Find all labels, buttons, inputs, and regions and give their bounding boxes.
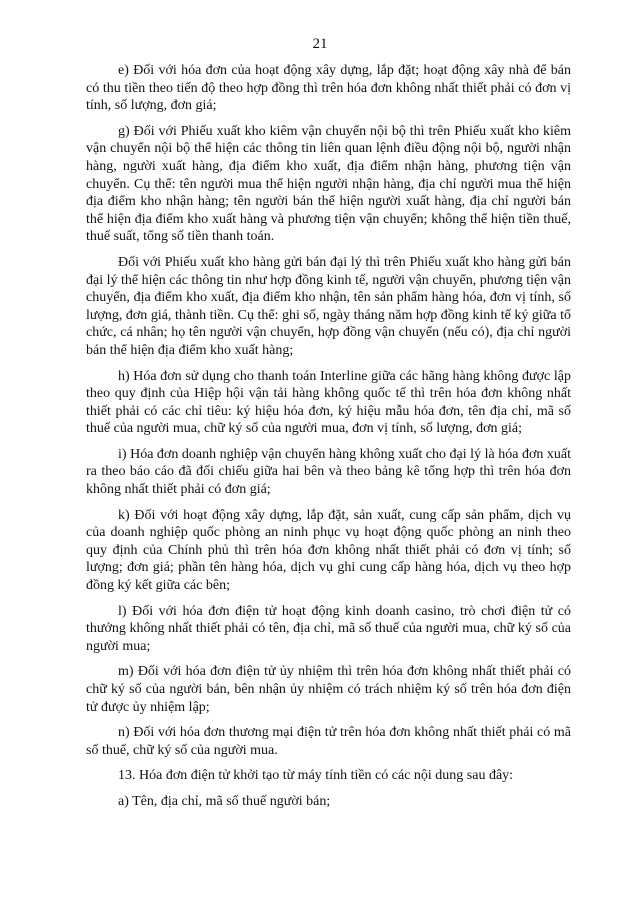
paragraph-l: l) Đối với hóa đơn điện tử hoạt động kinh doanh casino, trò chơi điện tử có thưởng không nhất thiết phải có tên, địa chỉ, mã số thuế của người mua, chữ ký số của người mua; (86, 603, 571, 654)
paragraph-k: k) Đối với hoạt động xây dựng, lắp đặt, sản xuất, cung cấp sản phẩm, dịch vụ của doanh nghiệp quốc phòng an ninh phục vụ hoạt động quốc phòng an ninh theo quy định của Chính phủ thì trên hóa đơn không nhất thiết phải có đơn vị tính; số lượng; đơn giá; phần tên hàng hóa, dịch vụ ghi cung cấp hàng hóa, dịch vụ theo hợp đồng ký kết giữa các bên; (86, 507, 571, 594)
paragraph-g-agency-delivery: Đối với Phiếu xuất kho hàng gửi bán đại lý thì trên Phiếu xuất kho hàng gửi bán đại lý thể hiện các thông tin như hợp đồng kinh tế, người vận chuyển, phương tiện vận chuyển, địa điểm kho xuất, địa điểm kho nhận, tên sản phẩm hàng hóa, đơn vị tính, số lượng, đơn giá, thành tiền. Cụ thể: ghi số, ngày tháng năm hợp đồng kinh tế ký giữa tổ chức, cá nhân; họ tên người vận chuyển, hợp đồng vận chuyển (nếu có), địa chỉ người bán thể hiện địa điểm kho xuất hàng; (86, 254, 571, 358)
section-13-heading: 13. Hóa đơn điện tử khởi tạo từ máy tính tiền có các nội dung sau đây: (118, 768, 514, 784)
paragraph-h: h) Hóa đơn sử dụng cho thanh toán Interline giữa các hãng hàng không được lập theo quy định của Hiệp hội vận tải hàng không quốc tế thì trên hóa đơn không nhất thiết phải có các chỉ tiêu: ký hiệu hóa đơn, ký hiệu mẫu hóa đơn, tên địa chỉ, mã số thuế của người mua, chữ ký số của người mua, đơn vị tính, số lượng, đơn giá; (86, 368, 571, 437)
page-number: 21 (312, 36, 328, 52)
paragraph-m: m) Đối với hóa đơn điện tử ủy nhiệm thì trên hóa đơn không nhất thiết phải có chữ ký số của người bán, bên nhận ủy nhiệm có trách nhiệm ký số trên hóa đơn điện tử được ủy nhiệm lập; (86, 664, 571, 715)
paragraph-e: e) Đối với hóa đơn của hoạt động xây dựng, lắp đặt; hoạt động xây nhà để bán có thu tiền theo tiến độ theo hợp đồng thì trên hóa đơn không nhất thiết phải có đơn vị tính, số lượng, đơn giá; (86, 63, 571, 114)
paragraph-i: i) Hóa đơn doanh nghiệp vận chuyển hàng không xuất cho đại lý là hóa đơn xuất ra theo báo cáo đã đối chiếu giữa hai bên và theo bảng kê tổng hợp thì trên hóa đơn không nhất thiết phải có đơn giá; (86, 446, 571, 498)
paragraph-g: g) Đối với Phiếu xuất kho kiêm vận chuyển nội bộ thì trên Phiếu xuất kho kiêm vận chuyển nội bộ thể hiện các thông tin liên quan lệnh điều động nội bộ, người nhận hàng, người xuất hàng, địa điểm kho xuất, địa điểm nhận hàng, phương tiện vận chuyển. Cụ thể: tên người mua thể hiện người nhận hàng, địa chỉ người mua thể hiện địa điểm kho nhận hàng; tên người bán thể hiện người xuất hàng, địa chỉ người bán thể hiện địa điểm kho xuất hàng và phương tiện vận chuyển; không thể hiện tiền thuế, thuế suất, tổng số tiền thanh toán. (86, 123, 571, 245)
paragraph-13a: a) Tên, địa chỉ, mã số thuế người bán; (118, 793, 331, 809)
page-body (86, 62, 571, 819)
paragraph-n: n) Đối với hóa đơn thương mại điện tử trên hóa đơn không nhất thiết phải có mã số thuế, chữ ký số của người mua. (86, 725, 571, 758)
